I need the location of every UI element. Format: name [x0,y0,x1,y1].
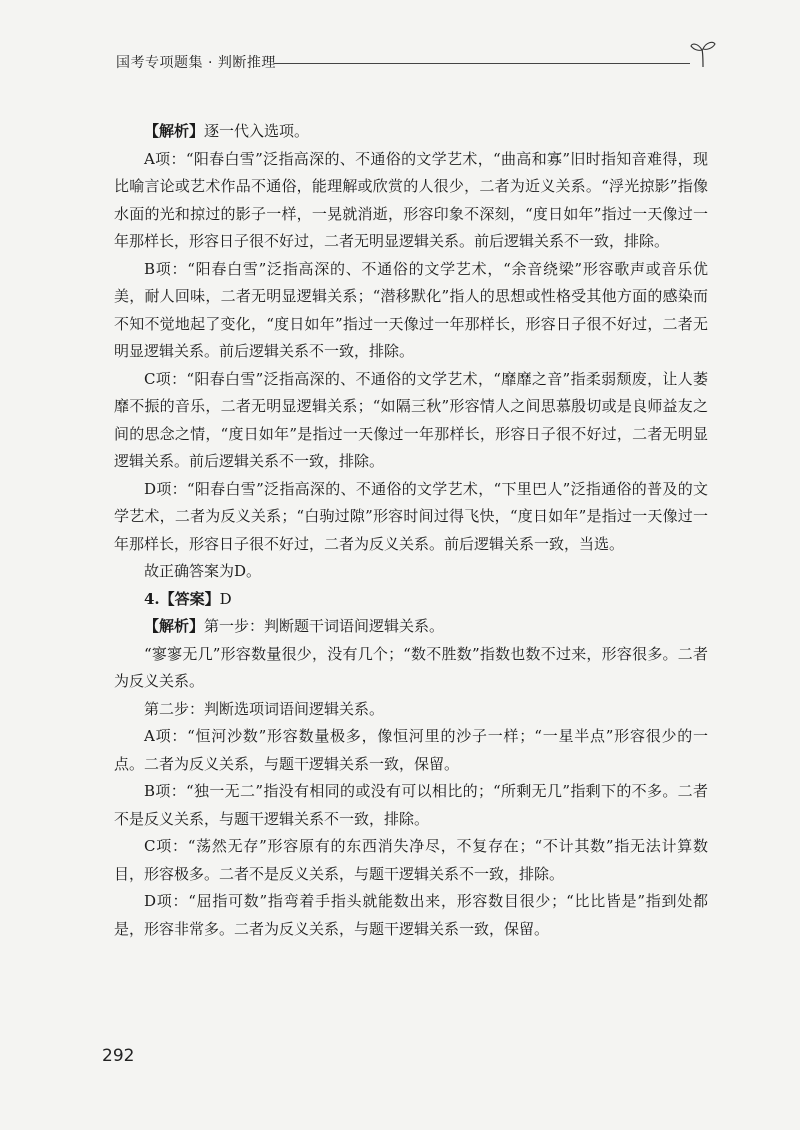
paragraph-option-c: C项：“阳春白雪”泛指高深的、不通俗的文学艺术，“靡靡之音”指柔弱颓废，让人萎靡不振的音乐，二者无明显逻辑关系；“如隔三秋”形容情人之间思慕殷切或是良师益友之间的思念之情，“度日如年”是指过一天像过一年那样长，形容日子很不好过，二者无明显逻辑关系。前后逻辑关系不一致，排除。 [114,369,708,470]
answer-explanation-body [114,118,708,943]
paragraph-text: 第一步：判断题干词语间逻辑关系。 [204,617,445,635]
paragraph-correct-answer: 故正确答案为D。 [144,562,262,580]
paragraph-stem-relation: “寥寥无几”形容数量很少，没有几个；“数不胜数”指数也数不过来，形容很多。二者为反义关系。 [114,644,708,690]
answer-value: D [219,589,232,608]
header-title: 国考专项题集 · 判断推理 [116,55,276,71]
paragraph-q4-analysis [114,613,708,641]
header-rule [274,63,690,64]
paragraph-q4-answer [114,586,708,614]
paragraph-q4-option-d: D项：“屈指可数”指弯着手指头就能数出来，形容数目很少；“比比皆是”指到处都是，形容非常多。二者为反义关系，与题干逻辑关系一致，保留。 [114,892,708,938]
paragraph-q4-option-b: B项：“独一无二”指没有相同的或没有可以相比的；“所剩无几”指剩下的不多。二者不是反义关系，与题干逻辑关系不一致，排除。 [114,782,708,828]
paragraph-analysis-intro [114,118,708,146]
paragraph-text: 逐一代入选项。 [204,122,310,140]
paragraph-q4-option-c: C项：“荡然无存”形容原有的东西消失净尽，不复存在；“不计其数”指无法计算数目，形容极多。二者不是反义关系，与题干逻辑关系不一致，排除。 [114,837,708,883]
running-header [116,48,716,78]
paragraph-option-d: D项：“阳春白雪”泛指高深的、不通俗的文学艺术，“下里巴人”泛指通俗的普及的文学艺术，二者为反义关系；“白驹过隙”形容时间过得飞快，“度日如年”是指过一天像过一年那样长，形容日子很不好过，二者为反义关系。前后逻辑关系一致，当选。 [114,479,708,553]
paragraph-q4-option-a: A项：“恒河沙数”形容数量极多，像恒河里的沙子一样；“一星半点”形容很少的一点。二者为反义关系，与题干逻辑关系一致，保留。 [114,727,708,773]
page-number: 292 [102,1046,135,1066]
sprout-icon [690,40,716,68]
paragraph-step-two: 第二步：判断选项词语间逻辑关系。 [144,699,385,718]
analysis-tag: 【解析】 [144,617,205,635]
answer-tag: 4.【答案】 [144,589,220,608]
analysis-tag: 【解析】 [144,122,205,140]
paragraph-option-a: A项：“阳春白雪”泛指高深的、不通俗的文学艺术，“曲高和寡”旧时指知音难得，现比喻言论或艺术作品不通俗，能理解或欣赏的人很少，二者为近义关系。“浮光掠影”指像水面的光和掠过的影子一样，一晃就消逝，形容印象不深刻，“度日如年”指过一天像过一年那样长，形容日子很不好过，二者无明显逻辑关系。前后逻辑关系不一致，排除。 [114,149,708,250]
paragraph-option-b: B项：“阳春白雪”泛指高深的、不通俗的文学艺术，“余音绕梁”形容歌声或音乐优美，耐人回味，二者无明显逻辑关系；“潜移默化”指人的思想或性格受其他方面的感染而不知不觉地起了变化，“度日如年”指过一天像过一年那样长，形容日子很不好过，二者无明显逻辑关系。前后逻辑关系不一致，排除。 [114,259,708,360]
